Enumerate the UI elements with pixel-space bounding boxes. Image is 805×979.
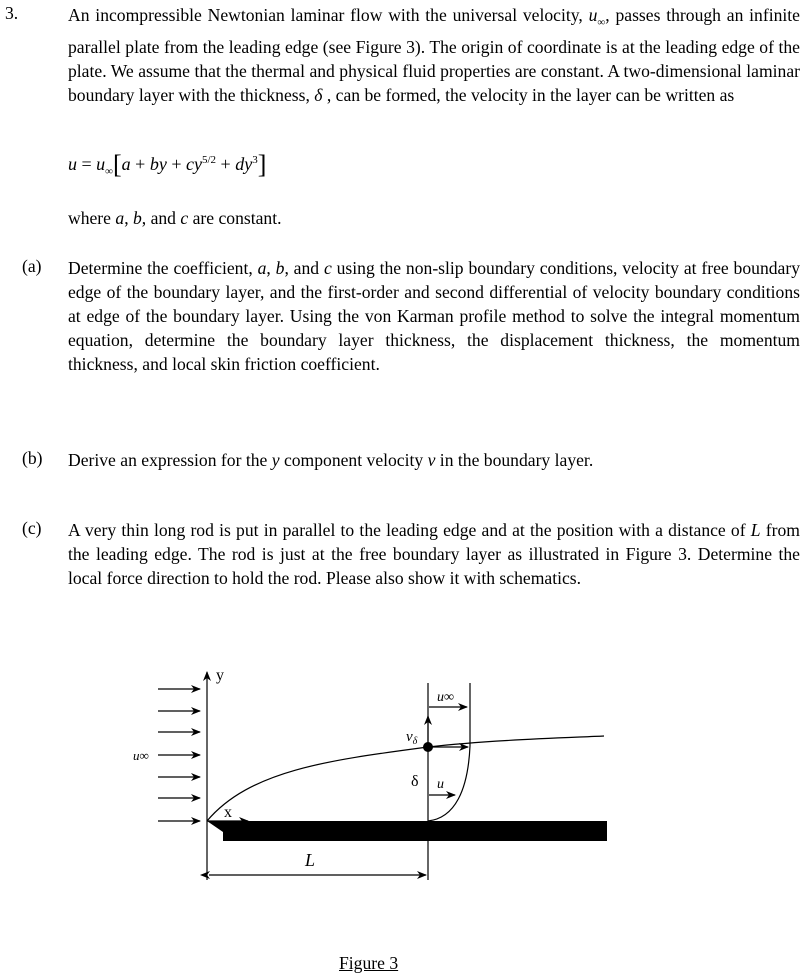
velocity-profile — [428, 746, 470, 821]
eq-plus: + — [216, 154, 236, 174]
u-inf-left-label: u∞ — [133, 748, 149, 763]
text-segment: , and — [141, 208, 181, 228]
part-a-label: (a) — [22, 256, 42, 276]
text-segment: using the non-slip boundary conditions, velocity at free boundary edge of the boundary layer, and the first-order and second differential of velocity boundary conditions at edge of the boundary layer. Using the von Karman profile method to solve the integral momentum equation, determine the boundary layer thickness, the displacement thickness, the momentum thickness, and local skin friction coefficient. — [68, 258, 801, 374]
eq-exp-3: 3 — [252, 154, 258, 166]
text-segment: from the leading edge. The rod is just at the free boundary layer as illustrated in Figure 3. Determine the local force direction to hold the rod. Please also show it with schematics. — [68, 520, 800, 588]
eq-exp-5-2: 5/2 — [201, 154, 217, 166]
math-variable: b — [132, 208, 142, 228]
math-variable: a — [115, 208, 125, 228]
text-segment: in the boundary layer. — [435, 450, 594, 470]
text-segment: are constant. — [188, 208, 282, 228]
text-segment: An incompressible Newtonian laminar flow with the universal velocity, — [68, 5, 589, 25]
eq-lhs: u — [68, 154, 77, 174]
text-segment: , passes through an infinite parallel plate from the leading edge (see Figure 3). The origin of coordinate is at the leading edge of the plate. We assume that the thermal and physical fluid properties are constant. A two-dimensional laminar boundary layer with the thickness, — [68, 5, 800, 105]
text-segment: Determine the coefficient, — [68, 258, 258, 278]
eq-plus: + — [166, 154, 186, 174]
u-inf-top-label: u∞ — [437, 690, 454, 705]
text-segment: , can be formed, the velocity in the layer can be written as — [322, 84, 735, 105]
math-variable: u — [588, 5, 598, 25]
eq-inf-sub: ∞ — [105, 165, 113, 178]
math-variable: b — [275, 258, 285, 278]
text-segment: , and — [284, 258, 324, 278]
part-b-label: (b) — [22, 448, 43, 468]
eq-dy: dy — [235, 154, 253, 174]
delta-label: δ — [411, 773, 419, 790]
math-variable: v — [427, 450, 436, 470]
figure-caption: Figure 3 — [339, 953, 399, 973]
math-variable: δ — [314, 84, 323, 105]
x-axis-label: x — [224, 804, 232, 821]
math-variable: c — [323, 258, 332, 278]
inflow-arrows — [158, 689, 200, 821]
eq-cy: cy — [185, 154, 202, 174]
math-variable: c — [180, 208, 189, 228]
flat-plate — [207, 821, 607, 841]
text-segment: ∞ — [597, 16, 606, 29]
text-segment: , — [124, 208, 133, 228]
text-segment: , — [266, 258, 276, 278]
eq-u-inf: u — [96, 154, 106, 174]
eq-by: by — [149, 154, 167, 174]
boundary-layer-edge — [207, 736, 604, 821]
eq-close-bracket: ] — [257, 150, 267, 179]
eq-open-bracket: [ — [113, 150, 122, 179]
problem-number: 3. — [5, 3, 19, 23]
u-label: u — [437, 777, 444, 792]
eq-equals: = — [77, 154, 97, 174]
part-c-label: (c) — [22, 518, 42, 538]
y-axis-label: y — [216, 667, 224, 684]
math-variable: y — [271, 450, 280, 470]
L-label: L — [305, 850, 316, 870]
text-segment: component velocity — [279, 450, 428, 470]
rod-dot — [423, 742, 433, 752]
math-variable: a — [257, 258, 267, 278]
eq-plus: + — [130, 154, 150, 174]
eq-a: a — [121, 154, 131, 174]
text-segment: Derive an expression for the — [68, 450, 272, 470]
v-delta-label: $v_\delta$ — [406, 729, 418, 747]
text-segment: A very thin long rod is put in parallel to the leading edge and at the position with a distance of — [68, 520, 751, 540]
math-variable: L — [750, 520, 761, 540]
text-segment: where — [68, 208, 116, 228]
